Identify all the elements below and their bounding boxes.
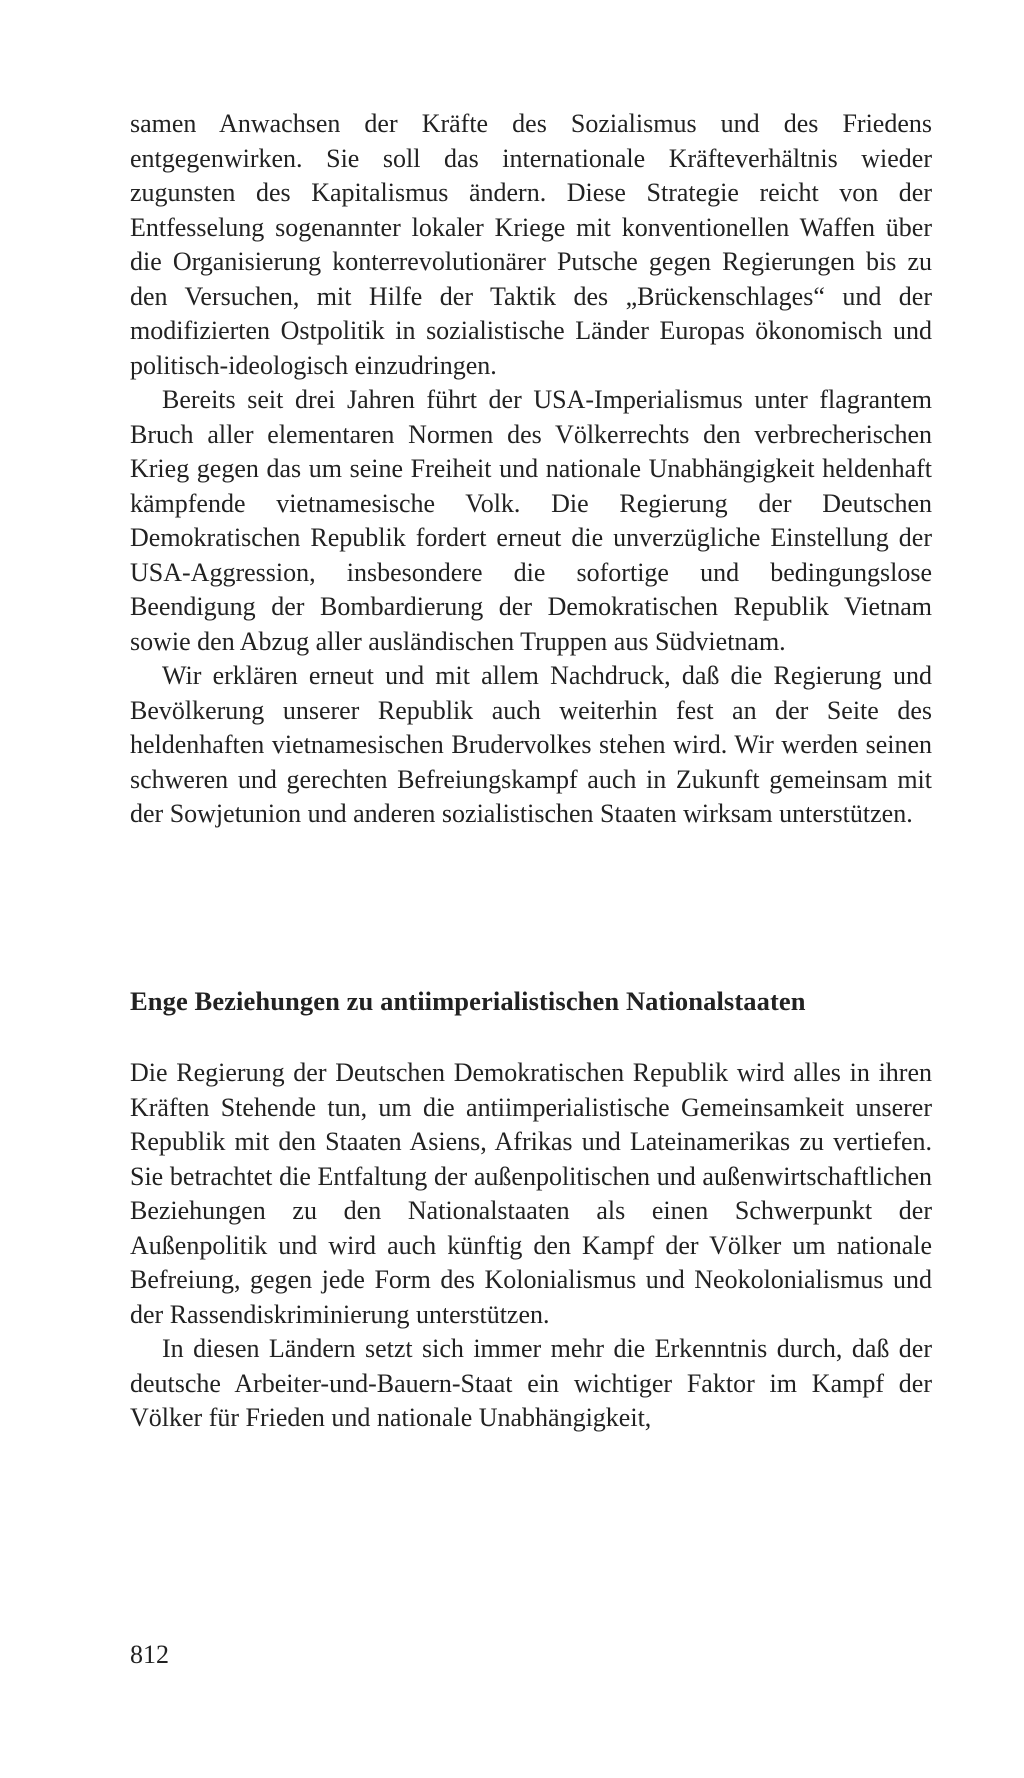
paragraph-national-states: Die Regierung der Deutschen Demokratischen Republik wird alles in ihren Kräften Stehende tun, um die antiimperialistische Gemeinsamkeit unserer Republik mit den Staaten Asiens, Afrikas und Lateinamerikas zu vertiefen. Sie betrachtet die Entfaltung der außenpolitischen und außenwirtschaftlichen Beziehungen zu den Nationalstaaten als einen Schwerpunkt der Außenpolitik und wird auch künftig den Kampf der Völker um nationale Befreiung, gegen jede Form des Kolonialismus und Neokolonialismus und der Rassendiskriminierung unterstützen.	[130, 1058, 932, 1329]
body-text-top	[130, 107, 932, 832]
paragraph-continued: samen Anwachsen der Kräfte des Sozialismus und des Friedens entgegenwirken. Sie soll das internationale Kräfteverhältnis wieder zugunsten des Kapitalismus ändern. Diese Strategie reicht von der Entfesselung sogenannter lokaler Kriege mit konventionellen Waffen über die Organisierung konterrevolutionärer Putsche gegen Regierungen bis zu den Versuchen, mit Hilfe der Taktik des „Brückenschlages“ und der modifizierten Ostpolitik in sozialistische Länder Europas ökonomisch und politisch-ideologisch einzudringen.	[130, 109, 932, 380]
page-number: 812	[130, 1640, 169, 1669]
paragraph-solidarity: Wir erklären erneut und mit allem Nachdruck, daß die Regierung und Bevölkerung unserer Republik auch weiterhin fest an der Seite des heldenhaften vietnamesischen Brudervolkes stehen wird. Wir werden seinen schweren und gerechten Befreiungskampf auch in Zukunft gemeinsam mit der Sowjetunion und anderen sozialistischen Staaten wirksam unterstützen.	[130, 661, 932, 828]
paragraph-recognition: In diesen Ländern setzt sich immer mehr die Erkenntnis durch, daß der deutsche Arbeiter-und-Bauern-Staat ein wichtiger Faktor im Kampf der Völker für Frieden und nationale Unabhängigkeit,	[130, 1334, 932, 1432]
paragraph-vietnam-war: Bereits seit drei Jahren führt der USA-Imperialismus unter flagrantem Bruch aller elementaren Normen des Völkerrechts den verbrecherischen Krieg gegen das um seine Freiheit und nationale Unabhängigkeit heldenhaft kämpfende vietnamesische Volk. Die Regierung der Deutschen Demokratischen Republik fordert erneut die unverzügliche Einstellung der USA-Aggression, insbesondere die sofortige und bedingungslose Beendigung der Bombardierung der Demokratischen Republik Vietnam sowie den Abzug aller ausländischen Truppen aus Südvietnam.	[130, 385, 932, 656]
section-heading: Enge Beziehungen zu antiimperialistischen Nationalstaaten	[130, 986, 806, 1016]
body-text-bottom	[130, 1056, 932, 1436]
